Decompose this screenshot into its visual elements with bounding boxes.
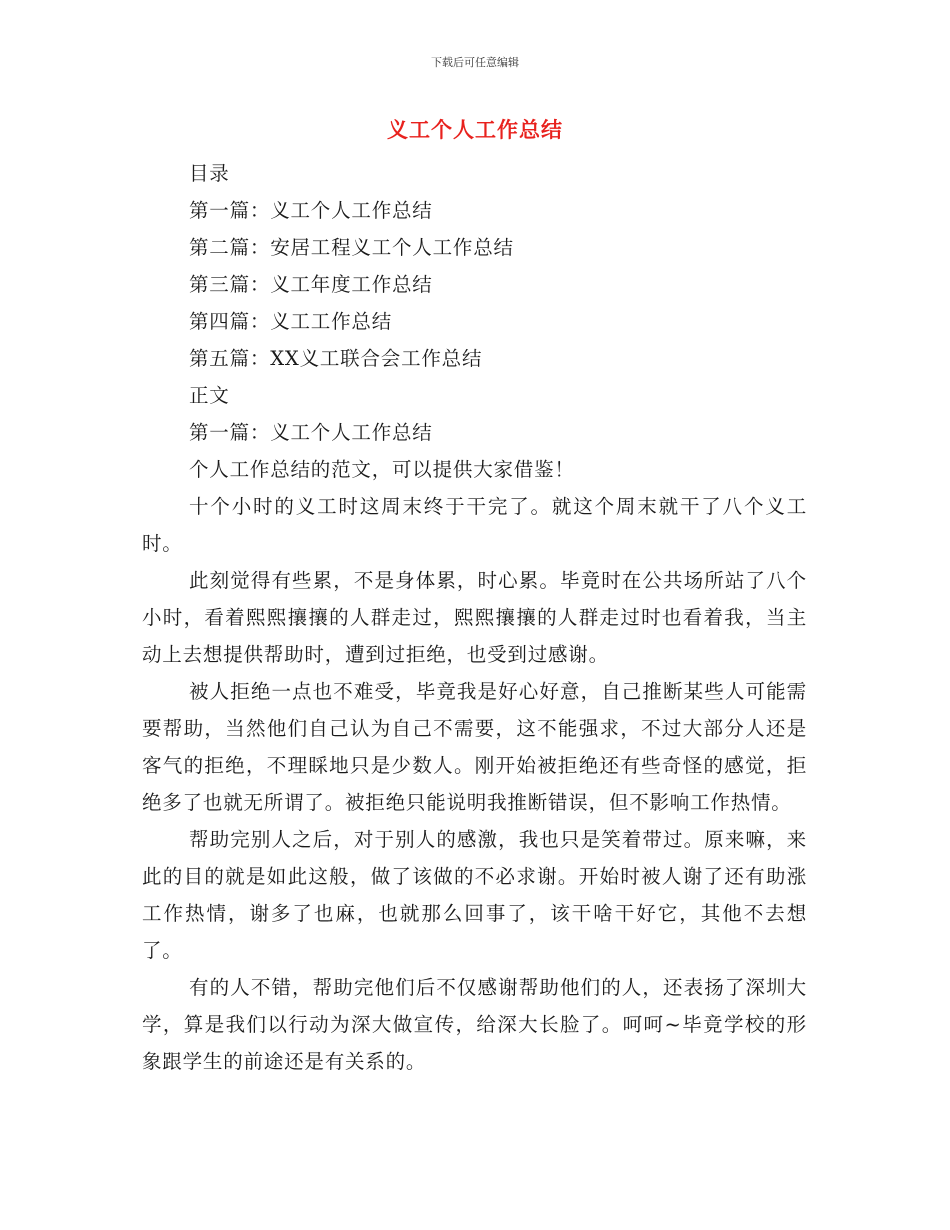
toc-item-5: 第五篇：XX义工联合会工作总结 (189, 347, 483, 370)
toc-item-4: 第四篇：义工工作总结 (189, 310, 393, 333)
paragraph-2: 此刻觉得有些累，不是身体累，时心累。毕竟时在公共场所站了八个小时，看着熙熙攘攘的人群走过，熙熙攘攘的人群走过时也看着我，当主动上去想提供帮助时，遭到过拒绝，也受到过感谢。 (142, 569, 807, 666)
document-body (142, 155, 807, 1080)
toc-item-3: 第三篇：义工年度工作总结 (189, 273, 433, 296)
intro-line: 个人工作总结的范文，可以提供大家借鉴！ (189, 458, 575, 481)
paragraph-3: 被人拒绝一点也不难受，毕竟我是好心好意，自己推断某些人可能需要帮助，当然他们自己认为自己不需要，这不能强求，不过大部分人还是客气的拒绝，不理睬地只是少数人。刚开始被拒绝还有些奇怪的感觉，拒绝多了也就无所谓了。被拒绝只能说明我推断错误，但不影响工作热情。 (142, 680, 807, 814)
toc-heading: 目录 (189, 162, 230, 185)
body-heading: 正文 (189, 384, 230, 407)
toc-item-2: 第二篇：安居工程义工个人工作总结 (189, 236, 514, 259)
paragraph-4: 帮助完别人之后，对于别人的感激，我也只是笑着带过。原来嘛，来此的目的就是如此这般，做了该做的不必求谢。开始时被人谢了还有助涨工作热情，谢多了也麻，也就那么回事了，该干啥干好它，其他不去想了。 (142, 828, 807, 962)
toc-item-1: 第一篇：义工个人工作总结 (189, 199, 433, 222)
document-title: 义工个人工作总结 (387, 118, 563, 142)
paragraph-5: 有的人不错，帮助完他们后不仅感谢帮助他们的人，还表扬了深圳大学，算是我们以行动为深大做宣传，给深大长脸了。呵呵~毕竟学校的形象跟学生的前途还是有关系的。 (142, 976, 807, 1073)
first-article-title: 第一篇：义工个人工作总结 (189, 421, 433, 444)
header-note: 下载后可任意编辑 (431, 56, 519, 69)
paragraph-1: 十个小时的义工时这周末终于干完了。就这个周末就干了八个义工时。 (142, 495, 807, 555)
